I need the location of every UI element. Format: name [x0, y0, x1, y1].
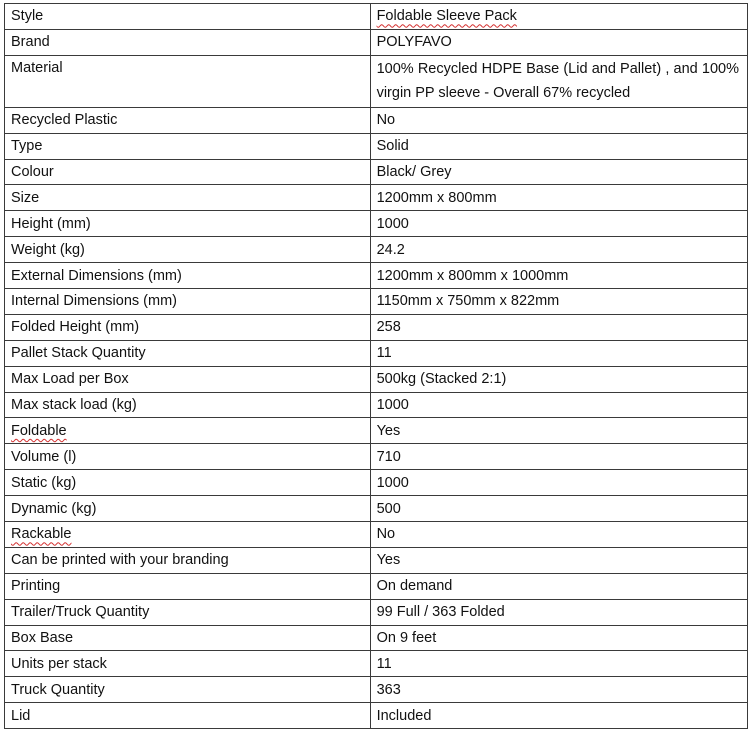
spec-label-text: Rackable — [11, 526, 72, 543]
spec-label: Material — [5, 55, 371, 107]
table-row — [5, 470, 748, 496]
spec-value: No — [370, 107, 747, 133]
spec-value: 99 Full / 363 Folded — [370, 599, 747, 625]
table-row — [5, 237, 748, 263]
table-row — [5, 4, 748, 30]
spec-label: Truck Quantity — [5, 677, 371, 703]
spec-value: 1200mm x 800mm — [370, 185, 747, 211]
table-row — [5, 263, 748, 289]
table-row — [5, 55, 748, 107]
spec-value: Black/ Grey — [370, 159, 747, 185]
spec-label: Internal Dimensions (mm) — [5, 289, 371, 315]
table-row — [5, 599, 748, 625]
table-row — [5, 522, 748, 548]
spec-value: 24.2 — [370, 237, 747, 263]
spec-value: 100% Recycled HDPE Base (Lid and Pallet) , and 100% virgin PP sleeve - Overall 67% recycled — [370, 55, 747, 107]
spec-label: Pallet Stack Quantity — [5, 340, 371, 366]
spec-value: 1000 — [370, 470, 747, 496]
spec-value: 11 — [370, 340, 747, 366]
table-row — [5, 159, 748, 185]
spec-label: Can be printed with your branding — [5, 547, 371, 573]
spec-value: 258 — [370, 314, 747, 340]
spec-label: Box Base — [5, 625, 371, 651]
spec-value-text: Foldable Sleeve Pack — [376, 8, 517, 25]
spec-label: Trailer/Truck Quantity — [5, 599, 371, 625]
table-row — [5, 677, 748, 703]
table-row — [5, 314, 748, 340]
spec-label: Type — [5, 133, 371, 159]
spec-label: Recycled Plastic — [5, 107, 371, 133]
spec-value: 1000 — [370, 211, 747, 237]
spec-value: On demand — [370, 573, 747, 599]
table-row — [5, 211, 748, 237]
spec-value: On 9 feet — [370, 625, 747, 651]
spec-value: 1200mm x 800mm x 1000mm — [370, 263, 747, 289]
spec-label: Dynamic (kg) — [5, 496, 371, 522]
spec-label: Folded Height (mm) — [5, 314, 371, 340]
spec-label — [5, 522, 371, 548]
spec-label: Max stack load (kg) — [5, 392, 371, 418]
spec-value: 11 — [370, 651, 747, 677]
spec-label: Height (mm) — [5, 211, 371, 237]
table-row — [5, 651, 748, 677]
spec-label: Colour — [5, 159, 371, 185]
spec-value: 500 — [370, 496, 747, 522]
spec-value: POLYFAVO — [370, 29, 747, 55]
spec-label: Max Load per Box — [5, 366, 371, 392]
table-row — [5, 185, 748, 211]
spec-value: 1000 — [370, 392, 747, 418]
spec-table — [4, 3, 748, 729]
spec-value: 363 — [370, 677, 747, 703]
spec-label: Weight (kg) — [5, 237, 371, 263]
table-row — [5, 29, 748, 55]
spec-label: Size — [5, 185, 371, 211]
table-row — [5, 133, 748, 159]
spec-label: Lid — [5, 703, 371, 729]
table-row — [5, 573, 748, 599]
spec-label: Printing — [5, 573, 371, 599]
table-row — [5, 418, 748, 444]
spec-label: Volume (l) — [5, 444, 371, 470]
table-row — [5, 289, 748, 315]
table-row — [5, 392, 748, 418]
table-row — [5, 547, 748, 573]
spec-value: Yes — [370, 547, 747, 573]
spec-value: Included — [370, 703, 747, 729]
spec-value: 1150mm x 750mm x 822mm — [370, 289, 747, 315]
spec-label — [5, 418, 371, 444]
spec-label-text: Foldable — [11, 422, 67, 439]
spec-label: Brand — [5, 29, 371, 55]
table-row — [5, 366, 748, 392]
table-row — [5, 496, 748, 522]
spec-value: No — [370, 522, 747, 548]
spec-label: Style — [5, 4, 371, 30]
table-row — [5, 107, 748, 133]
spec-value: Yes — [370, 418, 747, 444]
spec-value: Solid — [370, 133, 747, 159]
table-row — [5, 340, 748, 366]
spec-label: External Dimensions (mm) — [5, 263, 371, 289]
table-row — [5, 444, 748, 470]
spec-label: Static (kg) — [5, 470, 371, 496]
table-row — [5, 625, 748, 651]
spec-label: Units per stack — [5, 651, 371, 677]
table-row — [5, 703, 748, 729]
spec-value: 500kg (Stacked 2:1) — [370, 366, 747, 392]
spec-value: 710 — [370, 444, 747, 470]
spec-value — [370, 4, 747, 30]
